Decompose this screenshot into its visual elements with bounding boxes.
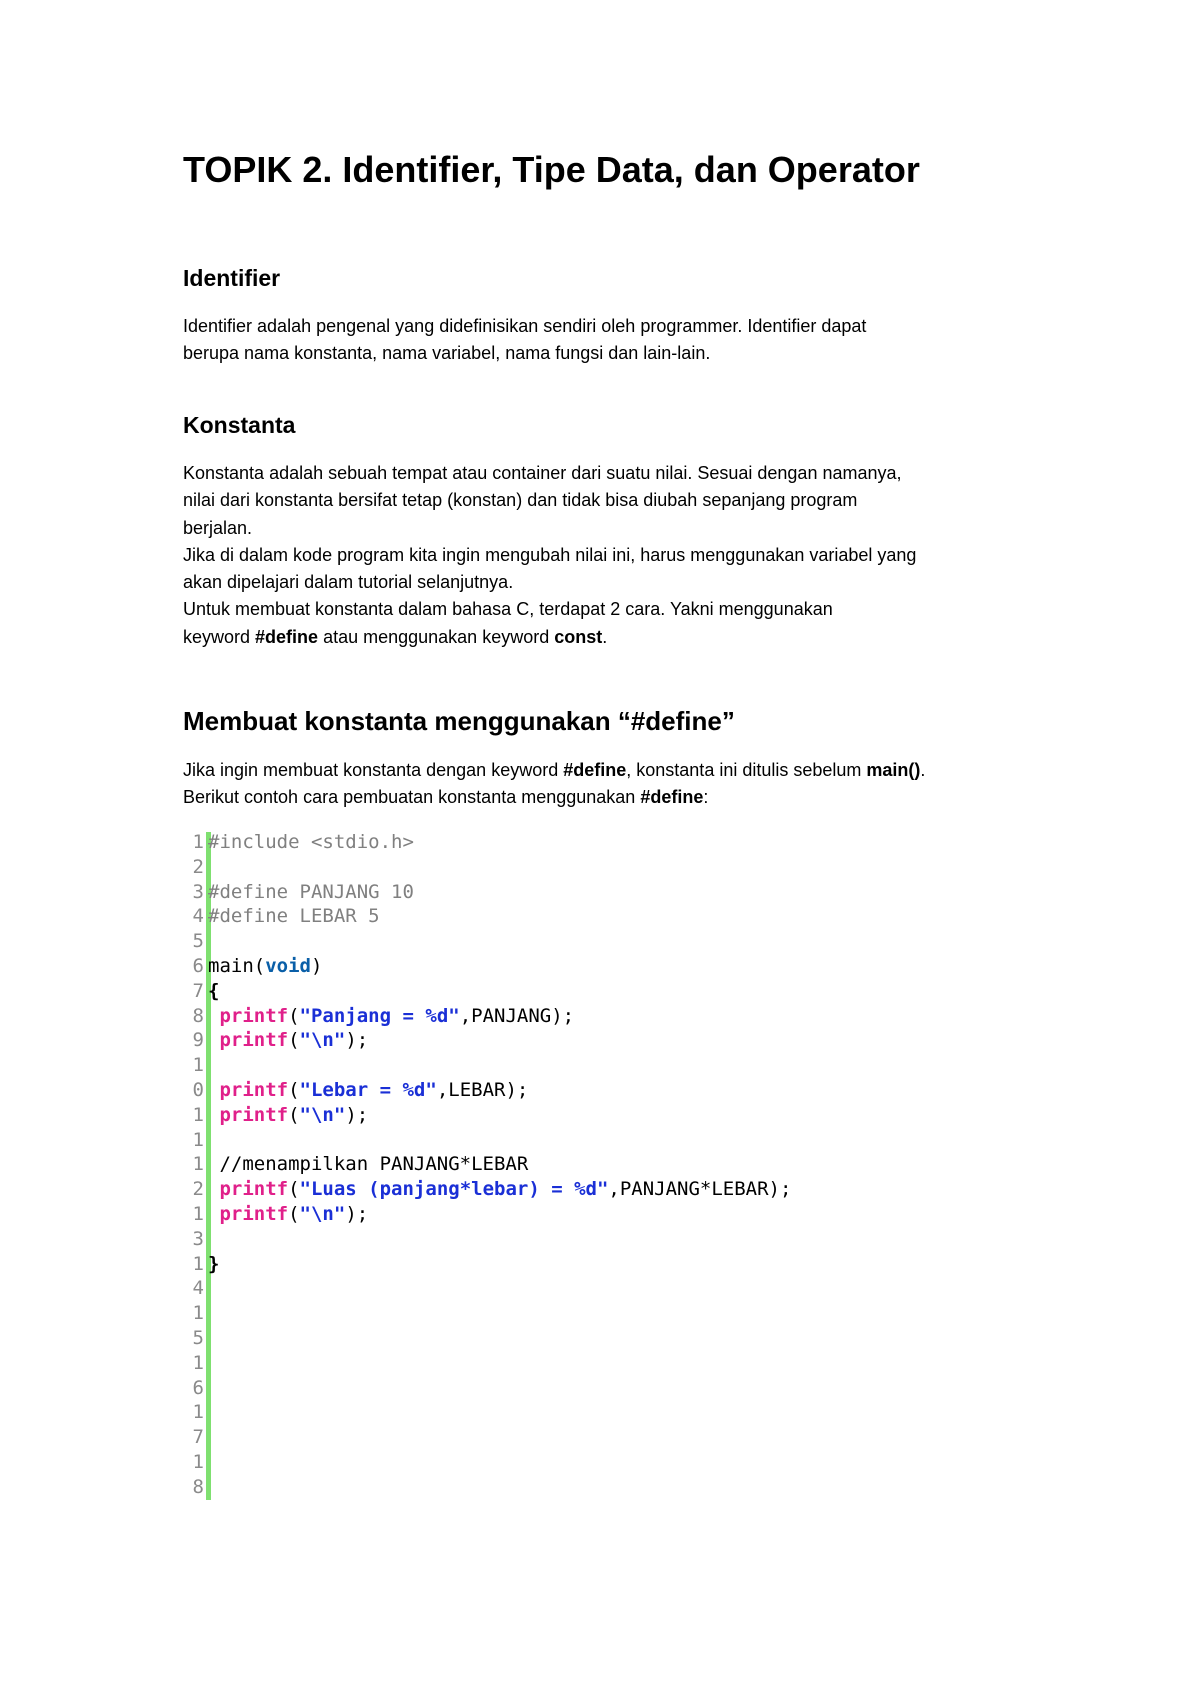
line-number: 8 — [192, 1004, 204, 1027]
code-token: "Panjang = %d" — [299, 1004, 460, 1027]
text-line: berjalan. — [183, 517, 253, 538]
code-line — [190, 1376, 890, 1401]
line-number: 3 — [192, 880, 204, 903]
code-token: "Lebar = %d" — [299, 1078, 437, 1101]
text-line: nilai dari konstanta bersifat tetap (konstan) dan tidak bisa diubah sepanjang program — [183, 490, 858, 511]
line-number: 1 — [192, 1128, 204, 1151]
keyword-define: #define — [255, 626, 319, 647]
code-token — [208, 1005, 219, 1027]
code-token: { — [208, 979, 220, 1002]
code-token: #define LEBAR 5 — [208, 905, 380, 928]
line-number: 4 — [192, 1277, 204, 1300]
code-token: ) — [310, 954, 323, 977]
text-line: Identifier adalah pengenal yang didefinisikan sendiri oleh programmer. Identifier dapat — [183, 316, 867, 336]
line-number: 1 — [192, 1153, 204, 1176]
code-line — [190, 1301, 890, 1326]
line-number: 1 — [192, 831, 204, 853]
line-number: 4 — [192, 905, 204, 928]
code-token: //menampilkan PANJANG*LEBAR — [208, 1153, 529, 1176]
line-number: 1 — [192, 1202, 204, 1225]
code-line — [190, 1400, 890, 1425]
code-text — [208, 1004, 574, 1029]
text-run: Berikut contoh cara pembuatan konstanta menggunakan — [183, 787, 641, 808]
heading-define: Membuat konstanta menggunakan “#define” — [183, 706, 735, 736]
line-number: 7 — [192, 979, 204, 1002]
line-number: 9 — [192, 1029, 204, 1052]
line-number: 0 — [192, 1078, 204, 1101]
code-token: main( — [208, 954, 266, 977]
code-token: printf — [219, 1078, 289, 1101]
line-number: 1 — [192, 1401, 204, 1424]
text-run: , konstanta ini ditulis sebelum — [626, 760, 867, 780]
text-line: akan dipelajari dalam tutorial selanjutnya. — [183, 572, 514, 593]
code-token: ); — [345, 1029, 369, 1052]
code-line — [190, 1177, 890, 1202]
line-number: 5 — [192, 930, 204, 953]
code-token — [208, 1029, 219, 1051]
code-line — [190, 830, 890, 855]
code-line — [190, 1152, 890, 1177]
code-token: void — [265, 954, 311, 977]
code-line — [190, 954, 890, 979]
code-text — [208, 1252, 219, 1277]
code-token: "\n" — [299, 1029, 346, 1052]
code-text — [208, 979, 219, 1004]
paragraph-define — [183, 757, 1083, 812]
line-number: 1 — [192, 1302, 204, 1325]
code-line — [190, 855, 890, 880]
text-run: : — [703, 787, 709, 808]
code-text — [208, 1103, 368, 1128]
code-line — [190, 1053, 890, 1078]
code-line — [190, 1128, 890, 1153]
code-token — [208, 1178, 219, 1200]
code-token: ,PANJANG*LEBAR); — [608, 1178, 792, 1201]
code-token: ( — [288, 1178, 300, 1201]
text-run: . — [602, 626, 608, 647]
code-token: printf — [219, 1103, 289, 1126]
line-number: 7 — [192, 1426, 204, 1449]
text-run: atau menggunakan keyword — [318, 626, 555, 647]
code-line — [190, 1276, 890, 1301]
line-number: 1 — [192, 1103, 204, 1126]
text-line: berupa nama konstanta, nama variabel, nama fungsi dan lain-lain. — [183, 343, 711, 364]
code-line — [190, 979, 890, 1004]
text-line: Untuk membuat konstanta dalam bahasa C, terdapat 2 cara. Yakni menggunakan — [183, 599, 833, 620]
code-line — [190, 1351, 890, 1376]
code-text — [208, 1152, 528, 1177]
code-text — [208, 880, 414, 905]
code-line — [190, 1326, 890, 1351]
line-number: 2 — [192, 855, 204, 878]
line-number: 3 — [192, 1227, 204, 1250]
code-block — [190, 830, 890, 1500]
code-token: #define PANJANG 10 — [208, 880, 414, 903]
code-token: } — [208, 1252, 220, 1275]
code-token: ( — [288, 1078, 300, 1101]
paragraph-identifier — [183, 313, 1083, 368]
code-line — [190, 1425, 890, 1450]
code-token: "\n" — [299, 1202, 346, 1225]
code-text — [208, 830, 414, 855]
code-line — [190, 1252, 890, 1277]
code-token: ( — [288, 1103, 300, 1126]
code-token — [208, 1203, 219, 1225]
code-token: ); — [345, 1103, 369, 1126]
code-token: printf — [219, 1178, 289, 1201]
document-title: TOPIK 2. Identifier, Tipe Data, dan Operator — [183, 149, 920, 190]
code-token: ); — [345, 1202, 369, 1225]
code-token: "\n" — [299, 1103, 346, 1126]
text-line — [183, 757, 1083, 784]
code-token: #include <stdio.h> — [208, 831, 414, 853]
text-line: Konstanta adalah sebuah tempat atau container dari suatu nilai. Sesuai dengan namanya, — [183, 463, 902, 483]
line-number: 1 — [192, 1252, 204, 1275]
keyword-define: #define — [563, 760, 627, 780]
code-token: ( — [288, 1004, 300, 1027]
code-line — [190, 1475, 890, 1500]
line-number: 8 — [192, 1475, 204, 1498]
code-line — [190, 1028, 890, 1053]
code-line — [190, 1450, 890, 1475]
code-line — [190, 1004, 890, 1029]
keyword-define: #define — [640, 787, 704, 808]
code-text — [208, 954, 322, 979]
code-text — [208, 904, 380, 929]
heading-identifier: Identifier — [183, 265, 281, 291]
code-token: ( — [288, 1202, 300, 1225]
text-run: . — [920, 760, 926, 780]
paragraph-konstanta — [183, 460, 1083, 651]
keyword-const: const — [554, 626, 603, 647]
code-token: printf — [219, 1004, 289, 1027]
line-number: 5 — [192, 1326, 204, 1349]
line-number: 1 — [192, 1450, 204, 1473]
text-run: keyword — [183, 626, 256, 647]
code-line — [190, 1078, 890, 1103]
text-line — [183, 624, 1083, 651]
text-run: Jika ingin membuat konstanta dengan keyword — [183, 760, 564, 780]
code-text — [208, 1202, 368, 1227]
code-token: printf — [219, 1029, 289, 1052]
heading-konstanta: Konstanta — [183, 412, 296, 438]
code-line — [190, 1202, 890, 1227]
code-line — [190, 1227, 890, 1252]
line-number: 1 — [192, 1351, 204, 1374]
line-number: 6 — [192, 954, 204, 977]
code-token: ( — [288, 1029, 300, 1052]
code-token: ,PANJANG); — [459, 1004, 575, 1027]
code-text — [208, 1177, 791, 1202]
code-token: "Luas (panjang*lebar) = %d" — [299, 1178, 609, 1201]
code-line — [190, 904, 890, 929]
code-line — [190, 1103, 890, 1128]
code-token — [208, 1079, 219, 1101]
text-line: Jika di dalam kode program kita ingin mengubah nilai ini, harus menggunakan variabel yang — [183, 544, 917, 565]
code-line — [190, 880, 890, 905]
line-number: 2 — [192, 1178, 204, 1201]
line-number: 6 — [192, 1376, 204, 1399]
code-text — [208, 1078, 528, 1103]
code-text — [208, 1028, 368, 1053]
code-token: ,LEBAR); — [436, 1078, 529, 1101]
line-number: 1 — [192, 1054, 204, 1077]
code-token: printf — [219, 1202, 289, 1225]
text-line — [183, 784, 1083, 811]
keyword-main: main() — [866, 760, 921, 780]
code-token — [208, 1104, 219, 1126]
code-line — [190, 929, 890, 954]
